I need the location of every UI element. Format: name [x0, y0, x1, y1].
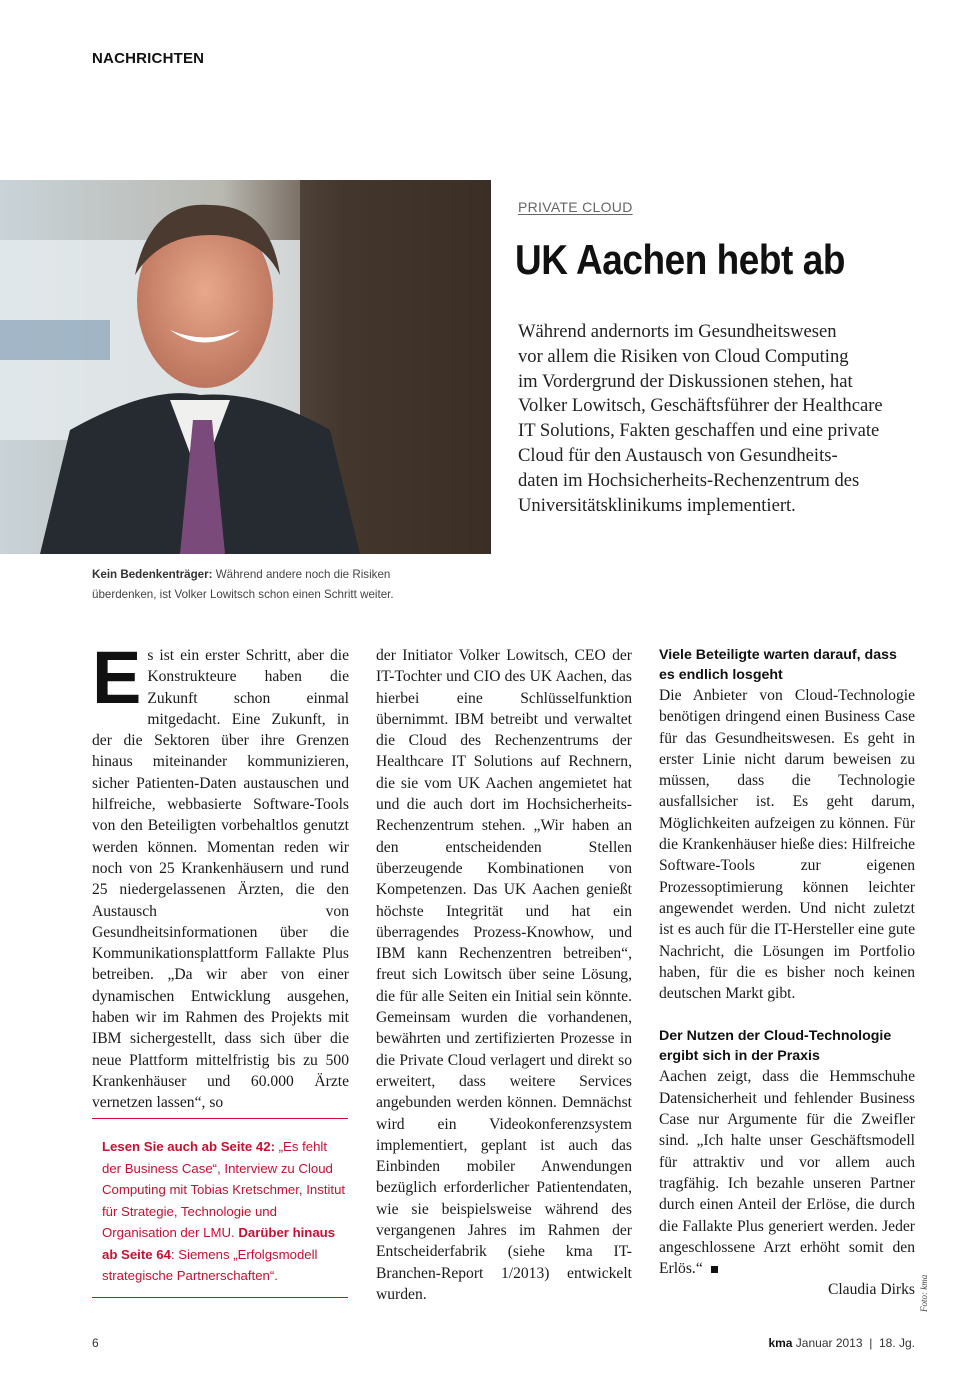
lead-line: IT Solutions, Fakten geschaffen und eine private [518, 420, 880, 442]
article-lead [518, 320, 918, 518]
footer-issue [768, 1336, 915, 1350]
author-signature: Claudia Dirks [827, 1281, 915, 1299]
body-text: s ist ein erster Schritt, aber die Konstrukteure haben die Zukunft schon einmal mitgedacht. Eine Zukunft, in der die Sektoren über ihre Grenzen hinaus miteinander kommunizieren, sicher Patienten-Daten austauschen und hilfreiche, webbasierte Software-Tools von den Beteiligten vorbehaltlos genutzt werden können. Momentan reden wir noch von 25 Krankenhäusern und rund 25 niedergelassenen Ärzten, die den Austausch von Gesundheitsinformationen über die Kommunikationsplattform Fallakte Plus betreiben. „Da wir aber von einer dynamischen Entwicklung ausgehen, haben wir im Rahmen des Projekts mit IBM sichergestellt, dass sich über die neue Plattform mittelfristig bis zu 500 Krankenhäuser und 60.000 Ärzte vernetzen lassen“, so [92, 647, 349, 1112]
final-paragraph: Aachen zeigt, dass die Hemmschuhe Datensicherheit und fehlender Business Case nur Argumente für die Zweifler sind. „Ich halte unser Geschäftsmodell für attraktiv und vor allem auch tragfähig. Ich bezahle unseren Partner durch einen Anteil der Erlöse, die durch die Fallakte Plus generiert werden. Jeder angeschlossene Arzt erhöht somit den Erlös.“ [659, 1068, 915, 1278]
lead-line: Volker Lowitsch, Geschäftsführer der Healthcare [518, 395, 883, 417]
subhead-1: Viele Beteiligte warten darauf, dass es endlich losgeht [659, 647, 897, 683]
lead-line: Universitätsklinikums implementiert. [518, 494, 796, 516]
related-text [102, 1136, 348, 1287]
body-column-2 [376, 645, 632, 1305]
article-title: UK Aachen hebt ab [515, 236, 845, 283]
related-text-1: „Es fehlt der Business Case“, Interview zu Cloud Computing mit Tobias Kretschmer, Institut für Strategie, Technologie und Organisation der LMU. [102, 1139, 346, 1240]
photo-caption [92, 565, 452, 604]
body-text: Die Anbieter von Cloud-Technologie benötigen dringend einen Business Case für das Gesundheitswesen. Es geht in erster Linie nicht darum beweisen zu müssen, dass die Technologie ausfallsicher ist. Es geht darum, Möglichkeiten aufzeigen zu können. Für die Krankenhäuser hieße dies: Hilfreiche Software-Tools zur eigenen Prozessoptimierung können leichter angewendet werden. Und nicht zuletzt ist es auch für die IT-Hersteller eine gute Nachricht, die Lösungen im Portfolio haben, für die es bisher noch keinen deutschen Markt gibt. [659, 687, 915, 1003]
lead-line: Cloud für den Austausch von Gesundheits- [518, 444, 838, 466]
body-text-final [659, 1066, 915, 1279]
page-number: 6 [92, 1336, 99, 1350]
caption-text: Während andere noch die Risiken überdenken, ist Volker Lowitsch schon einen Schritt weiter. [92, 568, 394, 601]
body-column-3 [659, 645, 915, 1301]
portrait-photo [0, 180, 491, 554]
body-column-1 [92, 636, 349, 1114]
lead-line: daten im Hochsicherheits-Rechenzentrum des [518, 469, 860, 491]
body-text: der Initiator Volker Lowitsch, CEO der IT-Tochter und CIO des UK Aachen, das hierbei eine Schlüsselfunktion übernimmt. IBM betreibt und verwaltet die Cloud des Rechenzentrums der Healthcare IT Solutions auf Rechnern, die sie vom UK Aachen angemietet hat und die auch dort im Hochsicherheits-Rechenzentrum stehen. „Wir haben an den entscheidenden Stellen überzeugende Kombinationen von Kompetenzen. Das UK Aachen genießt höchste Integrität und hat ein überragendes Prozess-Knowhow, und IBM kann Rechenzentren betreiben“, freut sich Lowitsch über seine Lösung, die für alle Seiten ein Initial sein könnte. Gemeinsam wurden die vorhandenen, bewährten und zertifizierten Prozesse in die Private Cloud verlagert und direkt so erweitert, dass weitere Services angebunden werden können. Demnächst wird ein Videokonferenzsystem implementiert, geplant ist auch das Einbinden mobiler Anwendungen bezüglich erforderlicher Patientendaten, wie sie beispielsweise während des vergangenen Jahres im Rahmen der Entscheiderfabrik (siehe kma IT-Branchen-Report 1/2013) entwickelt wurden. [376, 647, 632, 1303]
section-label: NACHRICHTEN [92, 50, 205, 67]
lead-line: im Vordergrund der Diskussionen stehen, hat [518, 370, 853, 392]
magazine-brand: kma [768, 1336, 793, 1350]
related-articles-box [92, 1118, 348, 1298]
related-text-2: : Siemens „Erfolgsmodell strategische Partnerschaften“. [102, 1246, 318, 1283]
related-link-2[interactable]: Darüber hinaus ab Seite 64 [102, 1225, 336, 1262]
article-kicker: PRIVATE CLOUD [518, 199, 633, 215]
drop-cap: E [92, 636, 142, 719]
photo-credit: Foto: kma [919, 1274, 929, 1312]
caption-bold: Kein Bedenkenträger: [92, 568, 213, 581]
subhead-2: Der Nutzen der Cloud-Technologie ergibt sich in der Praxis [659, 1028, 892, 1065]
lead-line: Während andernorts im Gesundheitswesen [518, 321, 837, 342]
related-link-1[interactable]: Lesen Sie auch ab Seite 42: [102, 1139, 275, 1154]
end-mark-icon [711, 1266, 718, 1273]
lead-line: vor allem die Risiken von Cloud Computing [518, 345, 849, 367]
issue-info: Januar 2013 | 18. Jg. [792, 1336, 915, 1350]
